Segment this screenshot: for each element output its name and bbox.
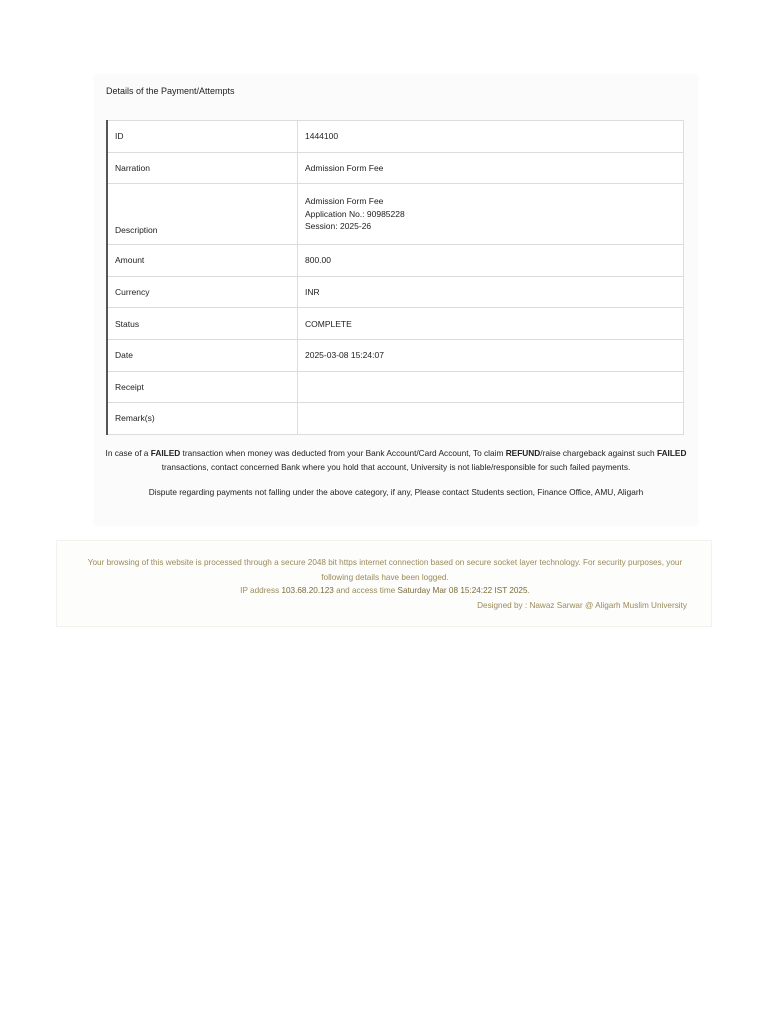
table-row-narration (107, 152, 684, 184)
dispute-notice: Dispute regarding payments not falling under the above category, if any, Please contact Students section, Finance Office, AMU, Aligarh (148, 487, 644, 497)
notice-failed-1: FAILED (150, 448, 181, 458)
status-label: Status (107, 308, 298, 340)
id-value: 1444100 (298, 121, 684, 153)
narration-value: Admission Form Fee (298, 152, 684, 184)
table-row-id (107, 121, 684, 153)
description-line-1: Admission Form Fee (305, 196, 384, 207)
access-time: Saturday Mar 08 15:24:22 IST 2025 (397, 586, 528, 595)
failed-transaction-notice (102, 446, 690, 474)
narration-label: Narration (107, 152, 298, 184)
remarks-value (298, 403, 684, 435)
notice-part-2: transaction when money was deducted from your Bank Account/Card Account, To claim (180, 448, 506, 458)
ip-prefix: IP address (240, 586, 282, 595)
table-row-currency (107, 276, 684, 308)
payment-details-table (106, 120, 684, 435)
id-label: ID (107, 121, 298, 153)
security-footer (56, 540, 712, 627)
access-suffix: . (527, 586, 530, 595)
currency-label: Currency (107, 276, 298, 308)
description-line-3: Session: 2025-26 (305, 221, 372, 232)
notice-failed-2: FAILED (656, 448, 687, 458)
table-row-date (107, 339, 684, 371)
table-row-receipt (107, 371, 684, 403)
description-line-2: Application No.: 90985228 (305, 208, 405, 219)
designed-by: Designed by : Nawaz Sarwar @ Aligarh Muslim University (477, 601, 687, 610)
amount-value: 800.00 (298, 245, 684, 277)
notice-part-3: /raise chargeback against such (540, 448, 657, 458)
ip-access-line (57, 586, 713, 595)
notice-refund: REFUND (505, 448, 541, 458)
receipt-value (298, 371, 684, 403)
security-text: Your browsing of this website is processed through a secure 2048 bit https internet connection based on secure socket layer technology. For security purposes, your following details have been logged. (87, 558, 683, 582)
table-row-description (107, 184, 684, 245)
table-row-amount (107, 245, 684, 277)
section-title: Details of the Payment/Attempts (106, 86, 235, 96)
payment-details-card (94, 74, 698, 526)
notice-part-4: transactions, contact concerned Bank where you hold that account, University is not liable/responsible for such failed payments. (161, 462, 631, 472)
date-label: Date (107, 339, 298, 371)
description-label: Description (107, 184, 298, 245)
amount-label: Amount (107, 245, 298, 277)
remarks-label: Remark(s) (107, 403, 298, 435)
table-row-remarks (107, 403, 684, 435)
notice-part-1: In case of a (105, 448, 151, 458)
description-value (298, 184, 684, 245)
ip-address: 103.68.20.123 (281, 586, 334, 595)
currency-value: INR (298, 276, 684, 308)
receipt-label: Receipt (107, 371, 298, 403)
status-value: COMPLETE (298, 308, 684, 340)
date-value: 2025-03-08 15:24:07 (298, 339, 684, 371)
access-prefix: and access time (333, 586, 398, 595)
table-row-status (107, 308, 684, 340)
